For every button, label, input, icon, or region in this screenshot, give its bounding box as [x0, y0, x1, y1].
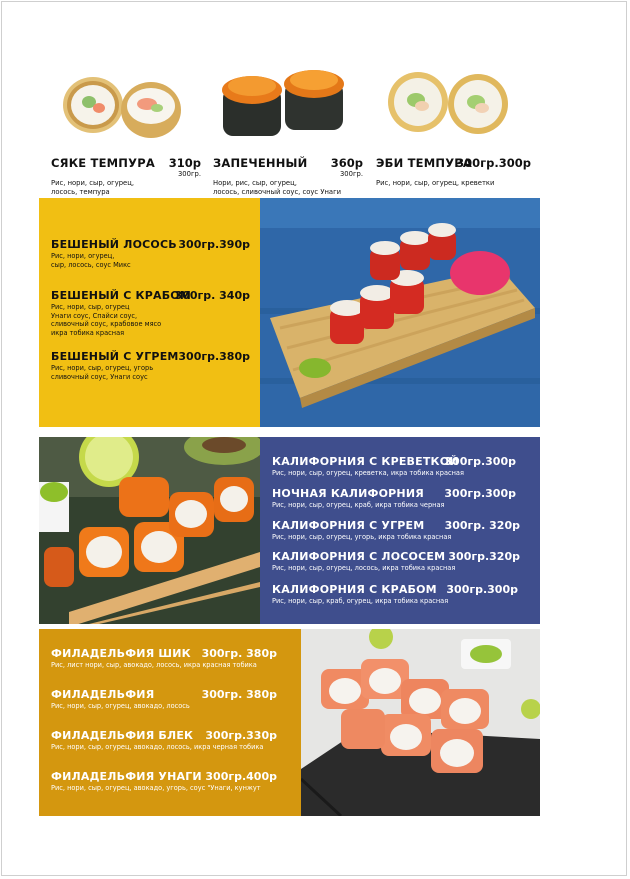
kaliforniya-photo [39, 437, 260, 624]
item-name: КАЛИФОРНИЯ С КРЕВЕТКОЙ [272, 455, 459, 468]
item-description: Рис, нори, сыр, огурец, лосось, темпура [51, 179, 135, 196]
zapechenny-image [217, 60, 347, 150]
item-price: 300гр. 380р [201, 647, 277, 660]
beshenye-photo [260, 198, 540, 427]
ebi-tempura-image [380, 60, 510, 150]
item-price: 300гр.330р [205, 729, 277, 742]
orange-panel [39, 629, 301, 816]
item-price: 300гр.400р [205, 770, 277, 783]
item-price: 300гр.300р [456, 156, 531, 170]
section-filadelfiya [39, 629, 540, 816]
item-price: 300гр.320р [448, 550, 520, 563]
item-description: Рис, нори, сыр, огурец, авокадо, лосось, икра черная тобика [51, 743, 264, 751]
menu-item-zapechenny [213, 60, 363, 196]
section-beshenye [39, 198, 540, 427]
item-price: 300гр.300р [444, 487, 516, 500]
item-name: ФИЛАДЕЛЬФИЯ [51, 688, 155, 701]
navy-panel [260, 437, 540, 624]
item-description: Рис, лист нори, сыр, авокадо, лосось, икра красная тобика [51, 661, 257, 669]
item-description: Рис, нори, сыр, огурец, угорь, икра тобика красная [272, 533, 452, 541]
section-kaliforniya [39, 437, 540, 624]
menu-item-syake-tempura [51, 60, 201, 196]
item-description: Рис, нори, сыр, огурец, краб, икра тобика черная [272, 501, 445, 509]
item-name: ФИЛАДЕЛЬФИЯ ШИК [51, 647, 191, 660]
item-weight: 300гр. [339, 170, 363, 178]
item-name: КАЛИФОРНИЯ С УГРЕМ [272, 519, 425, 532]
item-price: 300гр.300р [446, 583, 518, 596]
item-description: Рис, нори, сыр, огурец, креветки [376, 179, 495, 187]
item-price: 360р [330, 156, 363, 170]
item-name: НОЧНАЯ КАЛИФОРНИЯ [272, 487, 424, 500]
item-price: 300гр.300р [444, 455, 516, 468]
item-description: Нори, рис, сыр, огурец, лосось, сливочный соус, соус Унаги [213, 179, 342, 196]
item-price: 300гр. 380р [201, 688, 277, 701]
item-description: Рис, нори, сыр, огурец, лосось, икра тобика красная [272, 564, 456, 572]
item-description: Рис, нори, сыр, огурец, авокадо, лосось [51, 702, 190, 710]
menu-item-ebi-tempura [376, 60, 531, 187]
item-description: Рис, нори, сыр, огурец, угорь сливочный соус, Унаги соус [51, 364, 154, 381]
item-name: БЕШЕНЫЙ С УГРЕМ [51, 350, 179, 363]
item-name: ЭБИ ТЕМПУРА [376, 156, 472, 170]
item-name: БЕШЕНЫЙ С КРАБОМ [51, 289, 191, 302]
item-name: КАЛИФОРНИЯ С КРАБОМ [272, 583, 437, 596]
item-description: Рис, нори, сыр, огурец Унаги соус, Спайси соус, сливочный соус, крабовое мясо икра тобика красная [51, 303, 162, 337]
filadelfiya-photo [301, 629, 540, 816]
yellow-panel [39, 198, 260, 427]
item-name: ЗАПЕЧЕННЫЙ [213, 156, 308, 170]
syake-tempura-image [55, 60, 185, 150]
item-name: ФИЛАДЕЛЬФИЯ БЛЕК [51, 729, 194, 742]
item-price: 300гр.390р [178, 238, 250, 251]
item-name: ФИЛАДЕЛЬФИЯ УНАГИ [51, 770, 202, 783]
item-description: Рис, нори, сыр, краб, огурец, икра тобика красная [272, 597, 449, 605]
item-price: 300гр. 320р [444, 519, 520, 532]
item-price: 300гр. 340р [174, 289, 250, 302]
item-description: Рис, нори, сыр, огурец, креветка, икра тобика красная [272, 469, 464, 477]
item-weight: 300гр. [177, 170, 201, 178]
item-price: 310р [168, 156, 201, 170]
item-name: КАЛИФОРНИЯ С ЛОСОСЕМ [272, 550, 446, 563]
item-price: 300гр.380р [178, 350, 250, 363]
item-description: Рис, нори, огурец, сыр, лосось, соус Микс [51, 252, 131, 269]
item-name: СЯКЕ ТЕМПУРА [51, 156, 155, 170]
item-description: Рис, нори, сыр, огурец, авокадо, угорь, соус "Унаги, кунжут [51, 784, 261, 792]
item-name: БЕШЕНЫЙ ЛОСОСЬ [51, 238, 177, 251]
